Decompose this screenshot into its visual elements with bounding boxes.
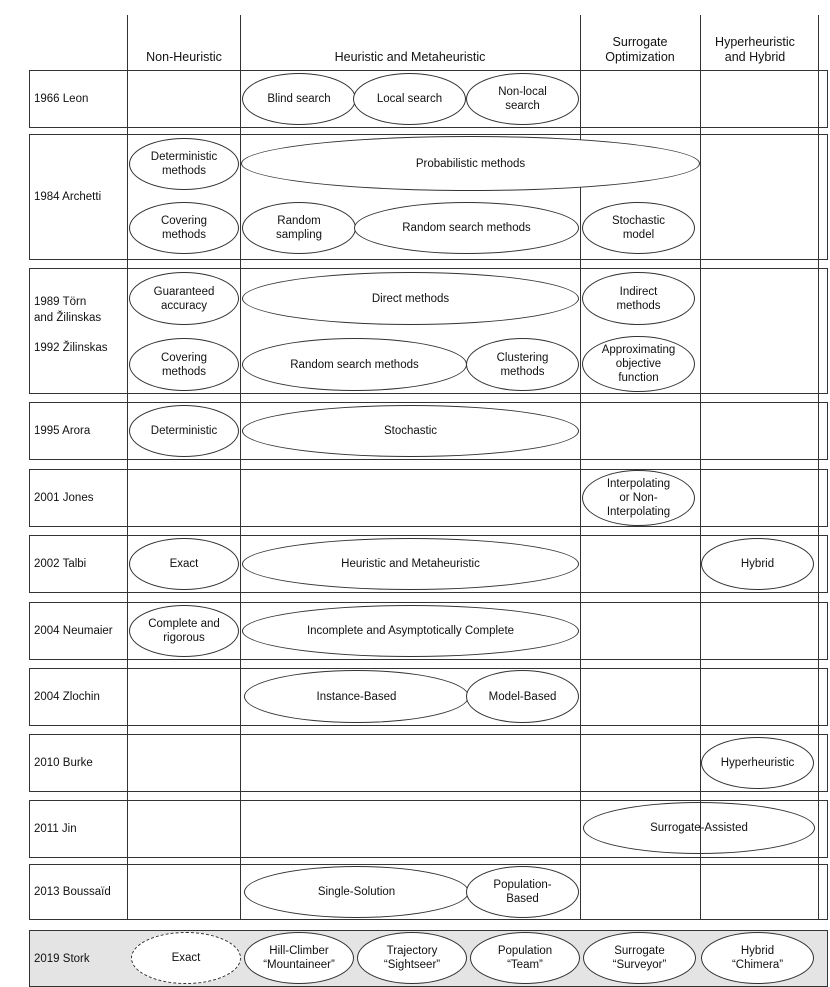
column-divider xyxy=(700,15,701,920)
row-label: 2013 Boussaïd xyxy=(34,886,111,898)
column-divider xyxy=(818,15,819,920)
header-heuristic: Heuristic and Metaheuristic xyxy=(334,50,486,64)
ellipse-guaranteed-accuracy: Guaranteed accuracy xyxy=(129,272,239,325)
ellipse-hill-climber: Hill-Climber “Mountaineer” xyxy=(244,932,354,984)
row-label: 1992 Žilinskas xyxy=(34,342,108,354)
ellipse-population: Population “Team” xyxy=(470,932,580,984)
row-label: 2002 Talbi xyxy=(34,558,87,570)
ellipse-hyperheuristic: Hyperheuristic xyxy=(701,737,814,789)
ellipse-blind-search: Blind search xyxy=(242,73,356,125)
ellipse-surrogate-assisted: Surrogate-Assisted xyxy=(583,802,815,854)
column-divider xyxy=(240,15,241,920)
ellipse-stochastic: Stochastic xyxy=(242,405,579,457)
row-label: 1984 Archetti xyxy=(34,191,102,203)
header-hyper: Hyperheuristic and Hybrid xyxy=(715,35,795,64)
ellipse-clustering-methods: Clustering methods xyxy=(466,338,579,391)
row-label: 2004 Neumaier xyxy=(34,625,113,637)
ellipse-random-search-methods: Random search methods xyxy=(354,202,579,254)
ellipse-population-based: Population- Based xyxy=(466,866,579,918)
row-label: 2011 Jin xyxy=(34,823,77,835)
ellipse-deterministic-methods: Deterministic methods xyxy=(129,138,239,190)
row-label: 2001 Jones xyxy=(34,492,94,504)
row-label: 1995 Arora xyxy=(34,425,91,437)
ellipse-exact: Exact xyxy=(129,538,239,590)
ellipse-hybrid: Hybrid xyxy=(701,538,814,590)
ellipse-model-based: Model-Based xyxy=(466,670,579,723)
row-label: 2019 Stork xyxy=(34,953,90,965)
column-divider xyxy=(127,15,128,920)
row-label: 1966 Leon xyxy=(34,93,89,105)
ellipse-covering-methods: Covering methods xyxy=(129,338,239,391)
ellipse-single-solution: Single-Solution xyxy=(244,866,469,918)
ellipse-approximating-objective-function: Approximating objective function xyxy=(582,336,695,392)
header-surrogate: Surrogate Optimization xyxy=(605,35,675,64)
ellipse-non-local-search: Non-local search xyxy=(466,73,579,125)
ellipse-stochastic-model: Stochastic model xyxy=(582,202,695,254)
row-label: 2004 Zlochin xyxy=(34,691,100,703)
ellipse-incomplete-and-asymptotically-complete: Incomplete and Asymptotically Complete xyxy=(242,605,579,657)
ellipse-direct-methods: Direct methods xyxy=(242,272,579,325)
ellipse-deterministic: Deterministic xyxy=(129,405,239,457)
ellipse-probabilistic-methods: Probabilistic methods xyxy=(241,136,700,191)
ellipse-surrogate: Surrogate “Surveyor” xyxy=(583,932,696,984)
ellipse-random-search-methods: Random search methods xyxy=(242,338,467,391)
ellipse-heuristic-and-metaheuristic: Heuristic and Metaheuristic xyxy=(242,538,579,590)
ellipse-interpolating: Interpolating or Non- Interpolating xyxy=(582,470,695,526)
ellipse-instance-based: Instance-Based xyxy=(244,670,469,723)
row-jones xyxy=(29,469,828,527)
ellipse-random-sampling: Random sampling xyxy=(242,202,356,254)
ellipse-trajectory: Trajectory “Sightseer” xyxy=(357,932,467,984)
row-label: 1989 Törn and Žilinskas xyxy=(34,296,102,324)
ellipse-local-search: Local search xyxy=(353,73,466,125)
header-non-heuristic: Non-Heuristic xyxy=(146,50,222,64)
row-label: 2010 Burke xyxy=(34,757,93,769)
ellipse-exact: Exact xyxy=(131,932,241,984)
ellipse-hybrid: Hybrid “Chimera” xyxy=(701,932,814,984)
ellipse-indirect-methods: Indirect methods xyxy=(582,272,695,325)
ellipse-covering-methods: Covering methods xyxy=(129,202,239,254)
ellipse-complete-and-rigorous: Complete and rigorous xyxy=(129,605,239,657)
